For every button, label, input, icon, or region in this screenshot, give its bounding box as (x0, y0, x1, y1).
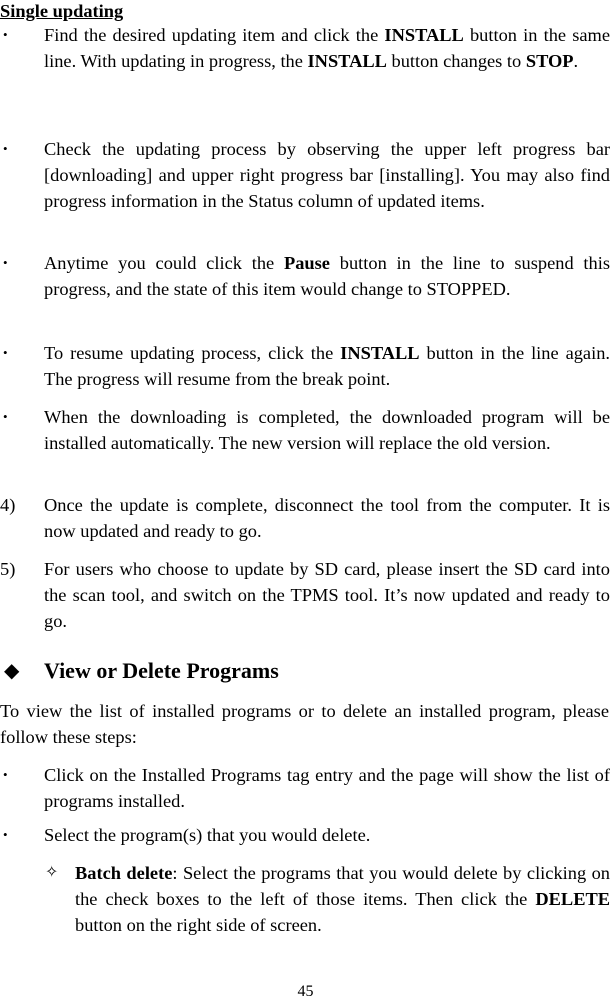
four-point-star-icon: ✧ (45, 864, 59, 881)
number-marker: 5) (0, 559, 16, 579)
bullet-text: Check the updating process by observing the upper left progress bar [downloading] and upper right progress bar [installing]. You may also find progress information in the Status column of updated items. (44, 139, 610, 211)
bullet-marker: • (3, 345, 8, 360)
page-number: 45 (297, 983, 314, 1000)
bullet-marker: • (3, 409, 8, 424)
bullet-marker: • (3, 767, 8, 782)
bullet-item-resume (0, 340, 611, 392)
diamond-bullet-icon: ◆ (4, 660, 20, 682)
bullet-marker: • (3, 827, 8, 842)
numbered-text: Once the update is complete, disconnect the tool from the computer. It is now updated and ready to go. (44, 495, 610, 541)
bullet-text: Anytime you could click the Pause button in the line to suspend this progress, and the state of this item would change to STOPPED. (44, 253, 611, 299)
bullet-item-installed-programs (0, 762, 611, 814)
bullet-text: Select the program(s) that you would delete. (44, 825, 371, 845)
numbered-item-5 (0, 556, 611, 634)
section-title-text: View or Delete Programs (44, 658, 279, 683)
bullet-item-install (0, 22, 611, 74)
number-marker: 4) (0, 495, 16, 515)
bullet-marker: • (3, 141, 8, 156)
single-updating-heading: Single updating (0, 1, 124, 21)
numbered-item-4 (0, 492, 611, 544)
bullet-item-auto-install (0, 404, 611, 456)
sub-item-batch-delete (0, 860, 611, 938)
bullet-text: When the downloading is completed, the downloaded program will be installed automatically. The new version will replace the old version. (44, 407, 610, 453)
section-intro: To view the list of installed programs or to delete an installed program, please follow these steps: (0, 701, 609, 747)
numbered-text: For users who choose to update by SD card, please insert the SD card into the scan tool, and switch on the TPMS tool. It’s now updated and ready to go. (44, 559, 610, 631)
bullet-item-pause (0, 250, 611, 302)
bullet-item-select-program (0, 822, 611, 848)
bullet-text: Click on the Installed Programs tag entry and the page will show the list of programs installed. (44, 765, 610, 811)
bullet-marker: • (3, 27, 8, 42)
bullet-text: Find the desired updating item and click the INSTALL button in the same line. With updating in progress, the INSTALL button changes to STOP. (44, 25, 611, 71)
sub-item-text: Batch delete: Select the programs that you would delete by clicking on the check boxes to the left of those items. Then click the DELETE button on the right side of screen. (75, 863, 610, 935)
bullet-item-progress (0, 136, 611, 214)
bullet-text: To resume updating process, click the INSTALL button in the line again. The progress will resume from the break point. (44, 343, 610, 389)
bullet-marker: • (3, 255, 8, 270)
